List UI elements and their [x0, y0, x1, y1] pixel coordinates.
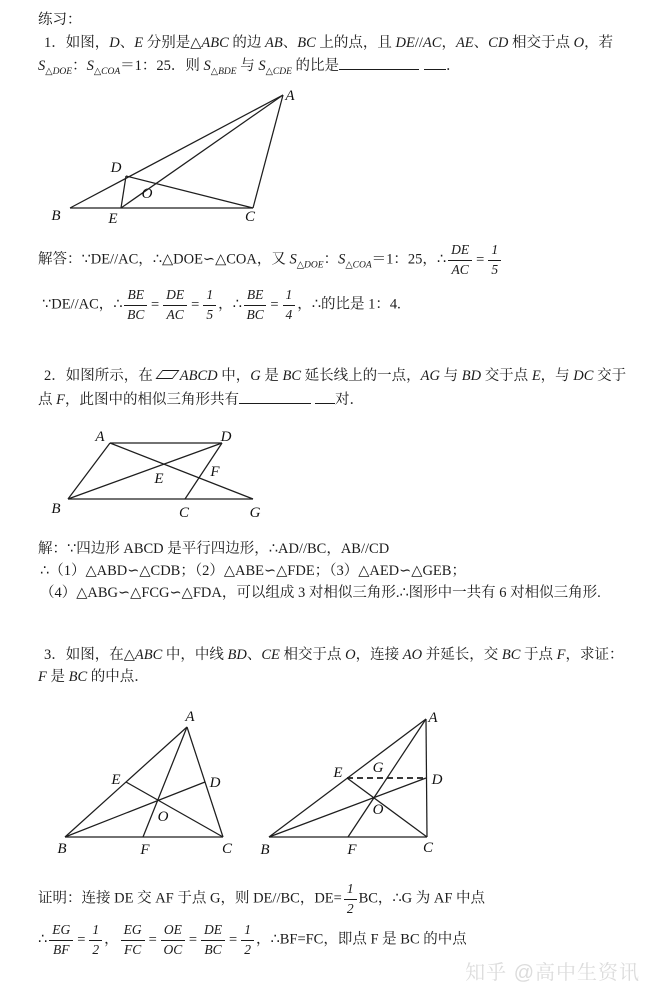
- vertex-label-D: D: [110, 160, 122, 176]
- vertex-label-F: F: [347, 842, 357, 858]
- diagram-line: [68, 443, 222, 499]
- fraction: $\frac{1}{4}$: [283, 287, 296, 324]
- vertex-label-E: E: [333, 765, 343, 781]
- problem2-line1: 2．如图所示，在 ABCD 中，G 是 BC 延长线上的一点，AG 与 BD 交于点 E，与 DC 交于: [44, 368, 627, 384]
- diagram-line: [68, 443, 110, 499]
- diagram-line: [426, 719, 427, 837]
- fraction: $\frac{DE}{BC}$: [201, 922, 225, 959]
- diagram-problem3-left: [55, 708, 240, 863]
- solution2-line3: （4）△ABG∽△FCG∽△FDA，可以组成 3 对相似三角形.∴图形中一共有 6 对相似三角形.: [40, 585, 601, 601]
- vertex-label-G: G: [372, 760, 384, 776]
- solution1-line2: ∵DE//AC，∴ $\frac{BE}{BC}$ = $\frac{DE}{AC}$ = $\frac{1}{5}$ ，∴ $\frac{BE}{BC}$ = $\frac{1}{4}$ ，∴的比是 1：4.: [42, 287, 401, 322]
- solution2-line1: 解：∵四边形 ABCD 是平行四边形，∴AD//BC，AB//CD: [38, 541, 390, 557]
- diagram-line: [347, 778, 427, 837]
- fraction: $\frac{1}{2}$: [344, 881, 357, 918]
- problem1-line1: 1．如图，D、E 分别是△ABC 的边 AB、BC 上的点，且 DE//AC，AE、CD 相交于点 O，若: [44, 35, 614, 51]
- vertex-label-G: G: [249, 505, 261, 521]
- diagram-problem3-right: [258, 708, 443, 863]
- answer-blank-1a: [339, 55, 419, 70]
- vertex-label-E: E: [111, 772, 121, 788]
- vertex-label-A: A: [95, 429, 105, 445]
- diagram-line: [110, 443, 253, 499]
- problem2-line2: 点 F，此图中的相似三角形共有 对．: [38, 389, 364, 410]
- problem1-line2: $S_{\triangle DOE}$：$S_{\triangle COA}=1$：25．则 $S_{\triangle BDE}$ 与 $S_{\triangle CDE}$ 的比是 ．: [38, 55, 461, 82]
- vertex-label-C: C: [244, 209, 256, 225]
- vertex-label-A: A: [285, 88, 295, 104]
- diagram-problem1: [40, 88, 360, 228]
- solution1-line1: 解答：∵DE//AC，∴△DOE∽△COA，又 $S_{\triangle DOE}$：$S_{\triangle COA}=1$：25，∴ $\frac{DE}{AC}$ = $\frac{1}{5}$: [38, 242, 503, 279]
- answer-blank-1b: [424, 55, 446, 70]
- diagram-line: [269, 778, 426, 837]
- fraction: $\frac{1}{2}$: [89, 922, 102, 959]
- diagram-problem2: [40, 428, 270, 526]
- fraction: $\frac{1}{5}$: [488, 242, 501, 279]
- problem3-line2: F 是 BC 的中点．: [38, 669, 149, 685]
- vertex-label-E: E: [108, 211, 118, 227]
- fraction: $\frac{BE}{BC}$: [244, 287, 267, 324]
- parallelogram-icon: [155, 370, 179, 379]
- vertex-label-A: A: [428, 710, 438, 726]
- diagram-line: [65, 782, 205, 837]
- vertex-label-F: F: [210, 464, 220, 480]
- worksheet-header: 练习：: [38, 12, 82, 28]
- vertex-label-D: D: [220, 429, 232, 445]
- watermark: 知乎 @高中生资讯: [465, 962, 640, 984]
- diagram-line: [253, 95, 283, 208]
- vertex-label-B: B: [260, 842, 270, 858]
- diagram-line: [126, 782, 223, 837]
- fraction: $\frac{DE}{AC}$: [448, 242, 472, 279]
- diagram-line: [70, 95, 283, 208]
- vertex-label-B: B: [51, 208, 61, 224]
- vertex-label-O: O: [157, 809, 169, 825]
- proof-line2: ∴ $\frac{EG}{BF}$ = $\frac{1}{2}$ ， $\frac{EG}{FC}$ = $\frac{OE}{OC}$ = $\frac{DE}{BC}$ = $\frac{1}{2}$ ，∴BF=FC，即点 F 是 BC 的中点: [38, 922, 467, 957]
- vertex-label-F: F: [140, 842, 150, 858]
- solution2-line2: ∴（1）△ABD∽△CDB；（2）△ABE∽△FDE；（3）△AED∽△GEB；: [40, 563, 466, 579]
- vertex-label-C: C: [422, 840, 434, 856]
- vertex-label-O: O: [141, 186, 153, 202]
- proof-line1: 证明：连接 DE 交 AF 于点 G，则 DE//BC，DE= $\frac{1}{2}$ BC，∴G 为 AF 中点: [38, 881, 486, 916]
- answer-blank-2b: [315, 389, 335, 404]
- vertex-label-C: C: [221, 841, 233, 857]
- fraction: $\frac{EG}{FC}$: [121, 922, 145, 959]
- vertex-label-E: E: [154, 471, 164, 487]
- vertex-label-B: B: [51, 501, 61, 517]
- fraction: $\frac{1}{2}$: [241, 922, 254, 959]
- answer-blank-2a: [239, 389, 311, 404]
- problem3-line1: 3．如图，在△ABC 中，中线 BD、CE 相交于点 O，连接 AO 并延长，交 BC 于点 F，求证：: [44, 647, 624, 663]
- vertex-label-D: D: [209, 775, 221, 791]
- fraction: $\frac{OE}{OC}$: [161, 922, 185, 959]
- vertex-label-B: B: [57, 841, 67, 857]
- vertex-label-D: D: [431, 772, 443, 788]
- vertex-label-O: O: [372, 802, 384, 818]
- vertex-label-A: A: [185, 709, 195, 725]
- fraction: $\frac{DE}{AC}$: [163, 287, 187, 324]
- fraction: $\frac{EG}{BF}$: [49, 922, 73, 959]
- fraction: $\frac{BE}{BC}$: [124, 287, 147, 324]
- fraction: $\frac{1}{5}$: [203, 287, 216, 324]
- vertex-label-C: C: [178, 505, 190, 521]
